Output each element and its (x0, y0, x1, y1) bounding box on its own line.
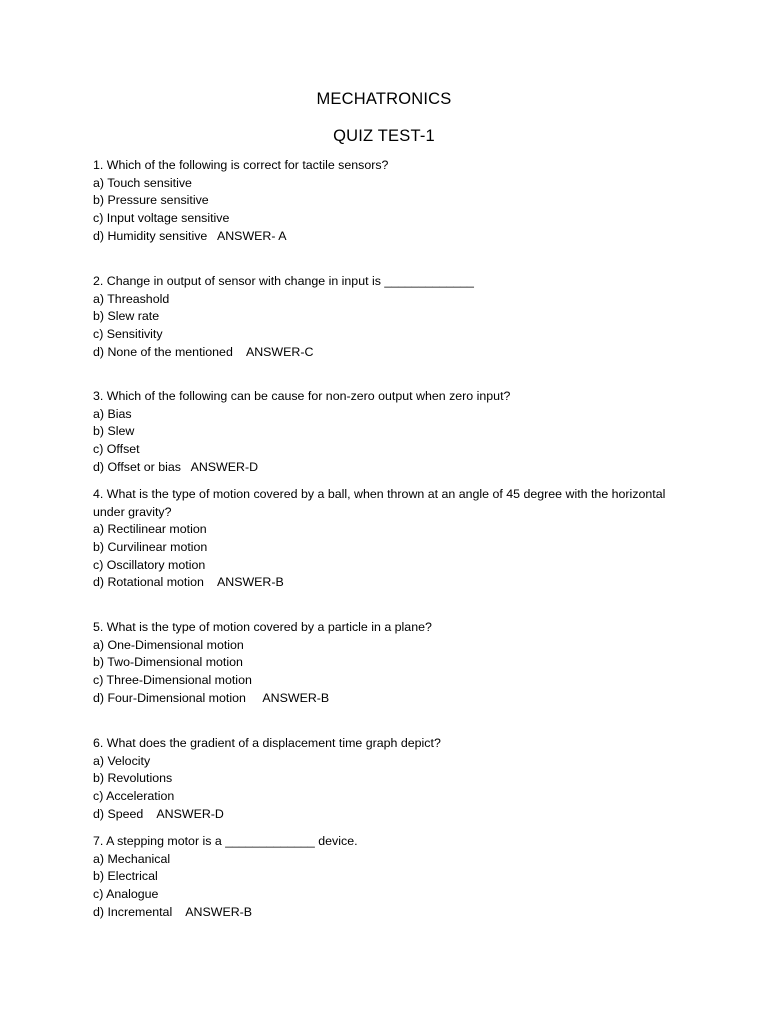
option-a: a) Threashold (93, 291, 170, 306)
option-d-row (93, 459, 673, 477)
question-block-1 (93, 157, 673, 245)
option-d-row (93, 344, 673, 362)
option-d-row (93, 904, 673, 922)
option-b: b) Electrical (93, 869, 158, 884)
answer-label: ANSWER-D (156, 806, 224, 821)
option-d-row (93, 690, 673, 708)
question-text: 6. What does the gradient of a displacement time graph depict? (93, 736, 441, 750)
option-d-row (93, 228, 673, 246)
question-block-4 (93, 486, 673, 592)
question-block-5 (93, 619, 673, 707)
option-b: b) Revolutions (93, 771, 173, 786)
option-d: d) Offset or bias (93, 459, 181, 474)
option-c: c) Oscillatory motion (93, 557, 206, 572)
question-block-3 (93, 388, 673, 476)
option-c: c) Sensitivity (93, 327, 163, 342)
option-a: a) Velocity (93, 753, 151, 768)
option-d: d) Humidity sensitive (93, 228, 208, 243)
option-a: a) Bias (93, 406, 132, 421)
option-b: b) Pressure sensitive (93, 193, 209, 208)
option-d: d) None of the mentioned (93, 344, 233, 359)
question-block-7 (93, 833, 673, 921)
answer-label: ANSWER-B (262, 690, 330, 705)
option-b: b) Curvilinear motion (93, 540, 208, 555)
option-a: a) One-Dimensional motion (93, 637, 244, 652)
question-block-2 (93, 273, 673, 361)
option-c: c) Analogue (93, 887, 159, 902)
option-d: d) Rotational motion (93, 575, 204, 590)
option-d-row (93, 806, 673, 824)
question-text: 3. Which of the following can be cause for non-zero output when zero input? (93, 389, 511, 403)
question-text: 2. Change in output of sensor with change in input is _____________ (93, 274, 474, 288)
question-text: 7. A stepping motor is a _____________ device. (93, 834, 358, 848)
option-a: a) Rectilinear motion (93, 522, 207, 537)
option-a: a) Touch sensitive (93, 175, 192, 190)
option-c: c) Three-Dimensional motion (93, 673, 252, 688)
option-c: c) Acceleration (93, 789, 175, 804)
option-b: b) Two-Dimensional motion (93, 655, 243, 670)
option-c: c) Offset (93, 442, 140, 457)
answer-label: ANSWER-B (216, 575, 284, 590)
question-text: 4. What is the type of motion covered by a ball, when thrown at an angle of 45 degree with the horizontal under gravity? (93, 487, 666, 519)
option-b: b) Slew rate (93, 309, 160, 324)
answer-label: ANSWER-D (190, 459, 259, 474)
option-d: d) Speed (93, 806, 144, 821)
question-text: 5. What is the type of motion covered by a particle in a plane? (93, 620, 432, 634)
document-title: MECHATRONICS (316, 90, 452, 108)
option-b: b) Slew (93, 424, 135, 439)
option-d-row (93, 574, 673, 592)
question-block-6 (93, 735, 673, 823)
question-text: 1. Which of the following is correct for tactile sensors? (93, 158, 389, 172)
option-d: d) Four-Dimensional motion (93, 690, 246, 705)
answer-label: ANSWER-B (185, 904, 253, 919)
answer-label: ANSWER- A (216, 228, 287, 243)
option-c: c) Input voltage sensitive (93, 211, 230, 226)
answer-label: ANSWER-C (245, 344, 314, 359)
option-a: a) Mechanical (93, 851, 171, 866)
option-d: d) Incremental (93, 904, 173, 919)
document-subtitle: QUIZ TEST-1 (333, 127, 435, 145)
